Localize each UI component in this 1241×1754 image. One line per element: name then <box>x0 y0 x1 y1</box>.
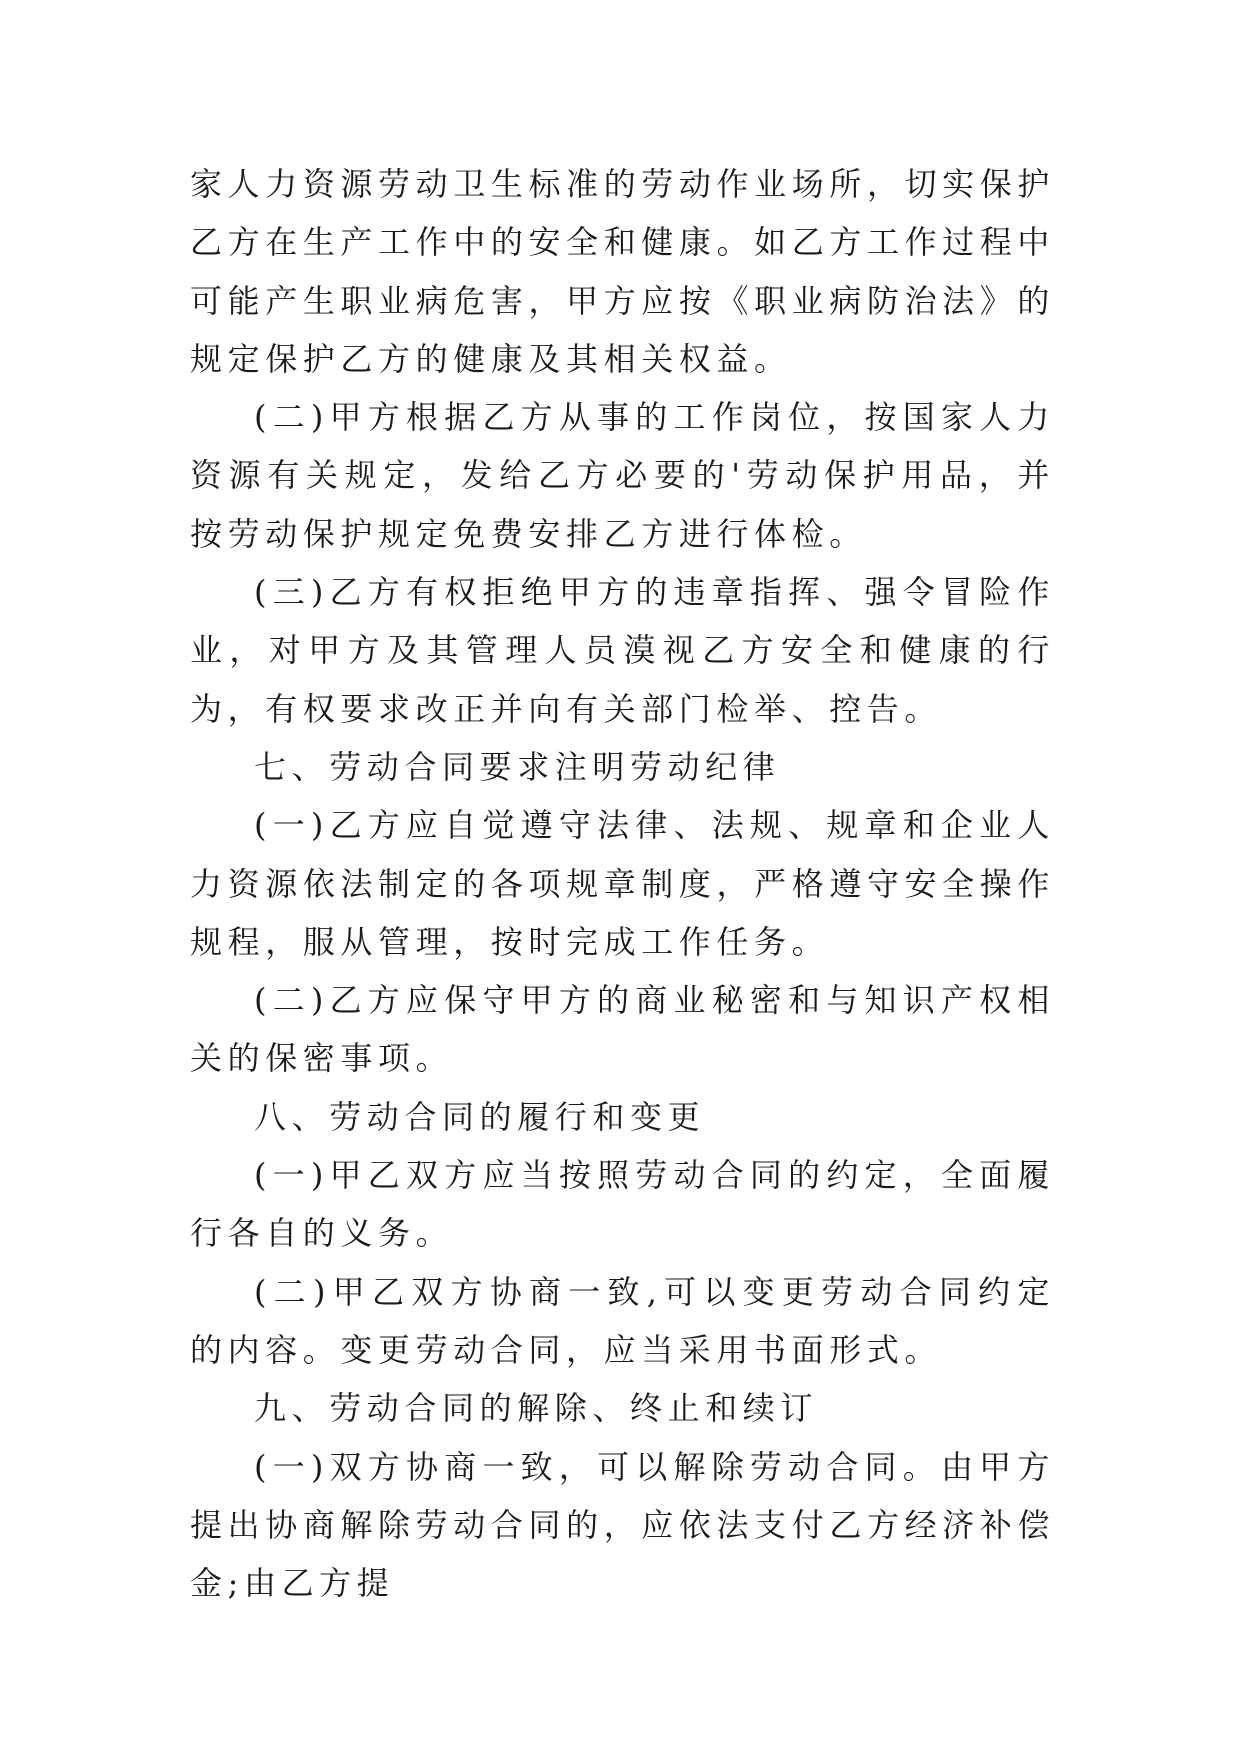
document-body <box>190 155 1055 1612</box>
paragraph-clause-3: (三)乙方有权拒绝甲方的违章指挥、强令冒险作业，对甲方及其管理人员漠视乙方安全和健康的行为，有权要求改正并向有关部门检举、控告。 <box>190 573 1055 728</box>
paragraph-clause-7-2: (二)乙方应保守甲方的商业秘密和与知识产权相关的保密事项。 <box>190 981 1055 1078</box>
section-heading-9: 九、劳动合同的解除、终止和续订 <box>254 1389 819 1428</box>
paragraph-clause-8-1: (一)甲乙双方应当按照劳动合同的约定，全面履行各自的义务。 <box>190 1156 1055 1253</box>
section-heading-8: 八、劳动合同的履行和变更 <box>254 1097 706 1136</box>
paragraph-clause-7-1: (一)乙方应自觉遵守法律、法规、规章和企业人力资源依法制定的各项规章制度，严格遵守安全操作规程，服从管理，按时完成工作任务。 <box>190 806 1055 961</box>
paragraph-clause-9-1: (一)双方协商一致，可以解除劳动合同。由甲方提出协商解除劳动合同的，应依法支付乙方经济补偿金;由乙方提 <box>190 1447 1055 1603</box>
paragraph-clause-8-2: (二)甲乙双方协商一致,可以变更劳动合同约定的内容。变更劳动合同，应当采用书面形式。 <box>190 1272 1055 1369</box>
section-heading-7: 七、劳动合同要求注明劳动纪律 <box>254 747 781 786</box>
paragraph-clause-2: (二)甲方根据乙方从事的工作岗位，按国家人力资源有关规定，发给乙方必要的'劳动保护用品，并按劳动保护规定免费安排乙方进行体检。 <box>190 398 1055 553</box>
paragraph-continuation: 家人力资源劳动卫生标准的劳动作业场所，切实保护乙方在生产工作中的安全和健康。如乙方工作过程中可能产生职业病危害，甲方应按《职业病防治法》的规定保护乙方的健康及其相关权益。 <box>190 165 1055 378</box>
